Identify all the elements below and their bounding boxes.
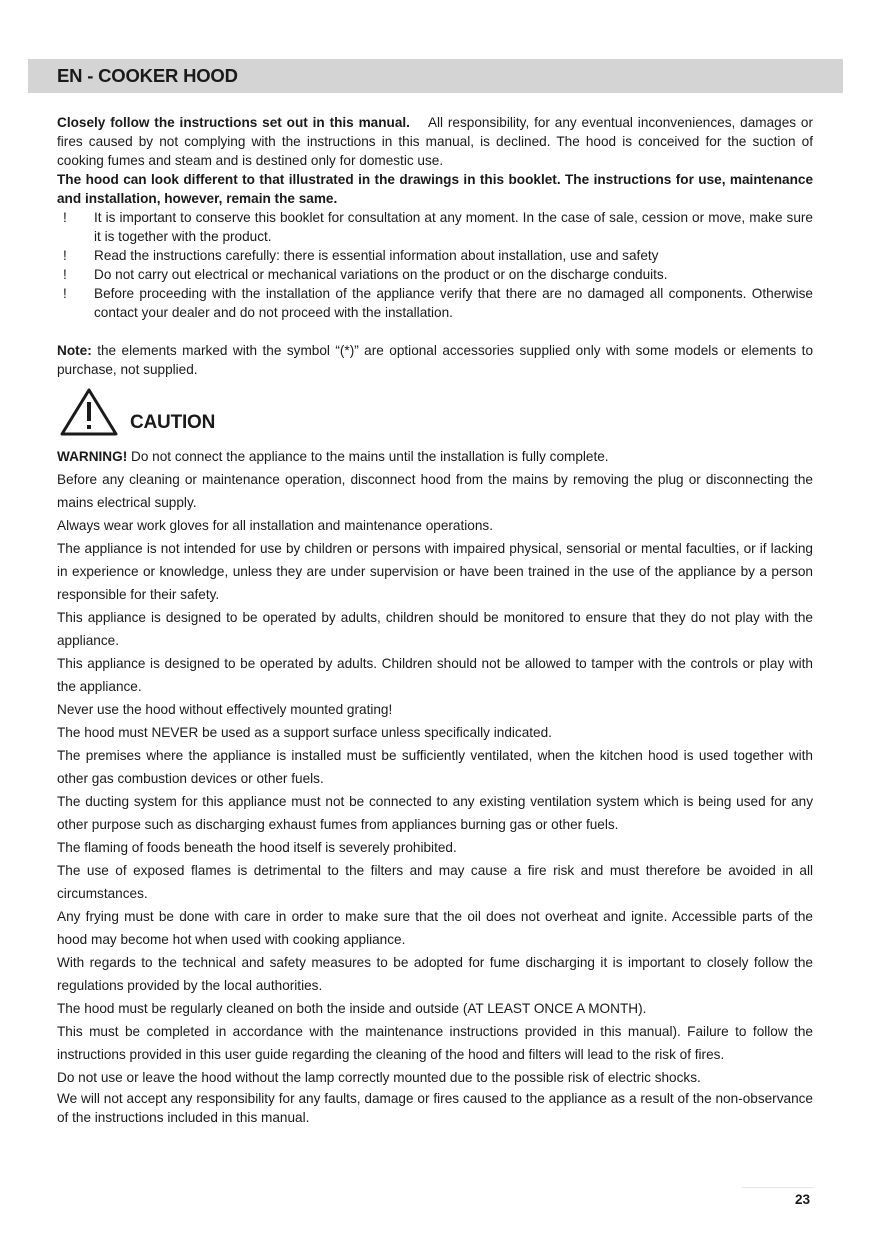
caution-paragraph: The ducting system for this appliance must not be connected to any existing ventilation system which is being used for any other purpose such as discharging exhaust fumes from appliances burning gas or other fuels. (57, 794, 813, 832)
bullet-item (57, 246, 813, 265)
caution-heading (57, 385, 813, 445)
exclamation-icon: ! (63, 210, 67, 225)
caution-paragraph: The flaming of foods beneath the hood itself is severely prohibited. (57, 840, 457, 855)
caution-paragraph: Do not use or leave the hood without the lamp correctly mounted due to the possible risk of electric shocks. (57, 1070, 701, 1085)
caution-paragraph: With regards to the technical and safety measures to be adopted for fume discharging it is important to closely follow the regulations provided by the local authorities. (57, 955, 813, 993)
warning-label: WARNING! (57, 449, 128, 464)
bullet-text: Before proceeding with the installation of the appliance verify that there are no damaged all components. Otherwise contact your dealer and do not proceed with the installation. (94, 286, 813, 320)
footer-divider (742, 1187, 814, 1188)
caution-paragraph: The hood must NEVER be used as a support surface unless specifically indicated. (57, 725, 552, 740)
bullet-item (57, 265, 813, 284)
exclamation-icon: ! (63, 248, 67, 263)
page-number: 23 (795, 1192, 811, 1207)
caution-title: CAUTION (130, 412, 216, 433)
bullet-text: Do not carry out electrical or mechanical variations on the product or on the discharge conduits. (94, 267, 668, 282)
bullet-text: Read the instructions carefully: there is essential information about installation, use and safety (94, 248, 659, 263)
bullet-text: It is important to conserve this booklet for consultation at any moment. In the case of sale, cession or move, make sure it is together with the product. (94, 210, 813, 244)
instruction-bullet-list (57, 208, 813, 322)
bullet-item (57, 284, 813, 322)
note-paragraph (57, 341, 813, 379)
section-header (28, 59, 843, 93)
intro-lead: Closely follow the instructions set out in this manual. (57, 115, 410, 130)
exclamation-icon: ! (63, 267, 67, 282)
caution-paragraph: Before any cleaning or maintenance operation, disconnect hood from the mains by removing the plug or disconnecting the mains electrical supply. (57, 472, 813, 510)
caution-paragraph: This must be completed in accordance with the maintenance instructions provided in this manual). Failure to follow the instructions provided in this user guide regarding the cleaning of the hood and filters will lead to the risk of fires. (57, 1024, 813, 1062)
design-notice: The hood can look different to that illustrated in the drawings in this booklet. The instructions for use, maintenance and installation, however, remain the same. (57, 172, 813, 206)
warning-line (57, 445, 813, 468)
caution-paragraph: The premises where the appliance is installed must be sufficiently ventilated, when the kitchen hood is used together with other gas combustion devices or other fuels. (57, 748, 813, 786)
caution-paragraph: This appliance is designed to be operated by adults, children should be monitored to ensure that they do not play with the appliance. (57, 610, 813, 648)
note-label: Note: (57, 343, 92, 358)
caution-paragraph: We will not accept any responsibility for any faults, damage or fires caused to the appliance as a result of the non-observance of the instructions included in this manual. (57, 1091, 813, 1125)
exclamation-icon: ! (63, 286, 67, 301)
bullet-item (57, 208, 813, 246)
note-text: the elements marked with the symbol “(*)” are optional accessories supplied only with some models or elements to purchase, not supplied. (57, 343, 814, 377)
intro-paragraph (57, 113, 813, 170)
caution-paragraph: The hood must be regularly cleaned on both the inside and outside (AT LEAST ONCE A MONTH). (57, 1001, 647, 1016)
section-title: EN - COOKER HOOD (57, 65, 238, 86)
caution-paragraph: This appliance is designed to be operated by adults. Children should not be allowed to tamper with the controls or play with the appliance. (57, 656, 813, 694)
caution-paragraph: The appliance is not intended for use by children or persons with impaired physical, sensorial or mental faculties, or if lacking in experience or knowledge, unless they are under supervision or have been trained in the use of the appliance by a person responsible for their safety. (57, 541, 813, 602)
caution-paragraph: The use of exposed flames is detrimental to the filters and may cause a fire risk and must therefore be avoided in all circumstances. (57, 863, 813, 901)
caution-paragraph: Any frying must be done with care in order to make sure that the oil does not overheat and ignite. Accessible parts of the hood may become hot when used with cooking appliance. (57, 909, 813, 947)
caution-list (57, 445, 813, 1127)
caution-paragraph: Never use the hood without effectively mounted grating! (57, 702, 393, 717)
intro-text: All responsibility, for any eventual inconveniences, damages or fires caused by not complying with the instructions in this manual, is declined. The hood is conceived for the suction of cooking fumes and steam and is destined only for domestic use. (57, 115, 813, 168)
warning-text: Do not connect the appliance to the mains until the installation is fully complete. (131, 449, 609, 464)
caution-paragraph: Always wear work gloves for all installation and maintenance operations. (57, 518, 493, 533)
manual-content (57, 113, 813, 1127)
warning-triangle-icon (59, 387, 119, 437)
